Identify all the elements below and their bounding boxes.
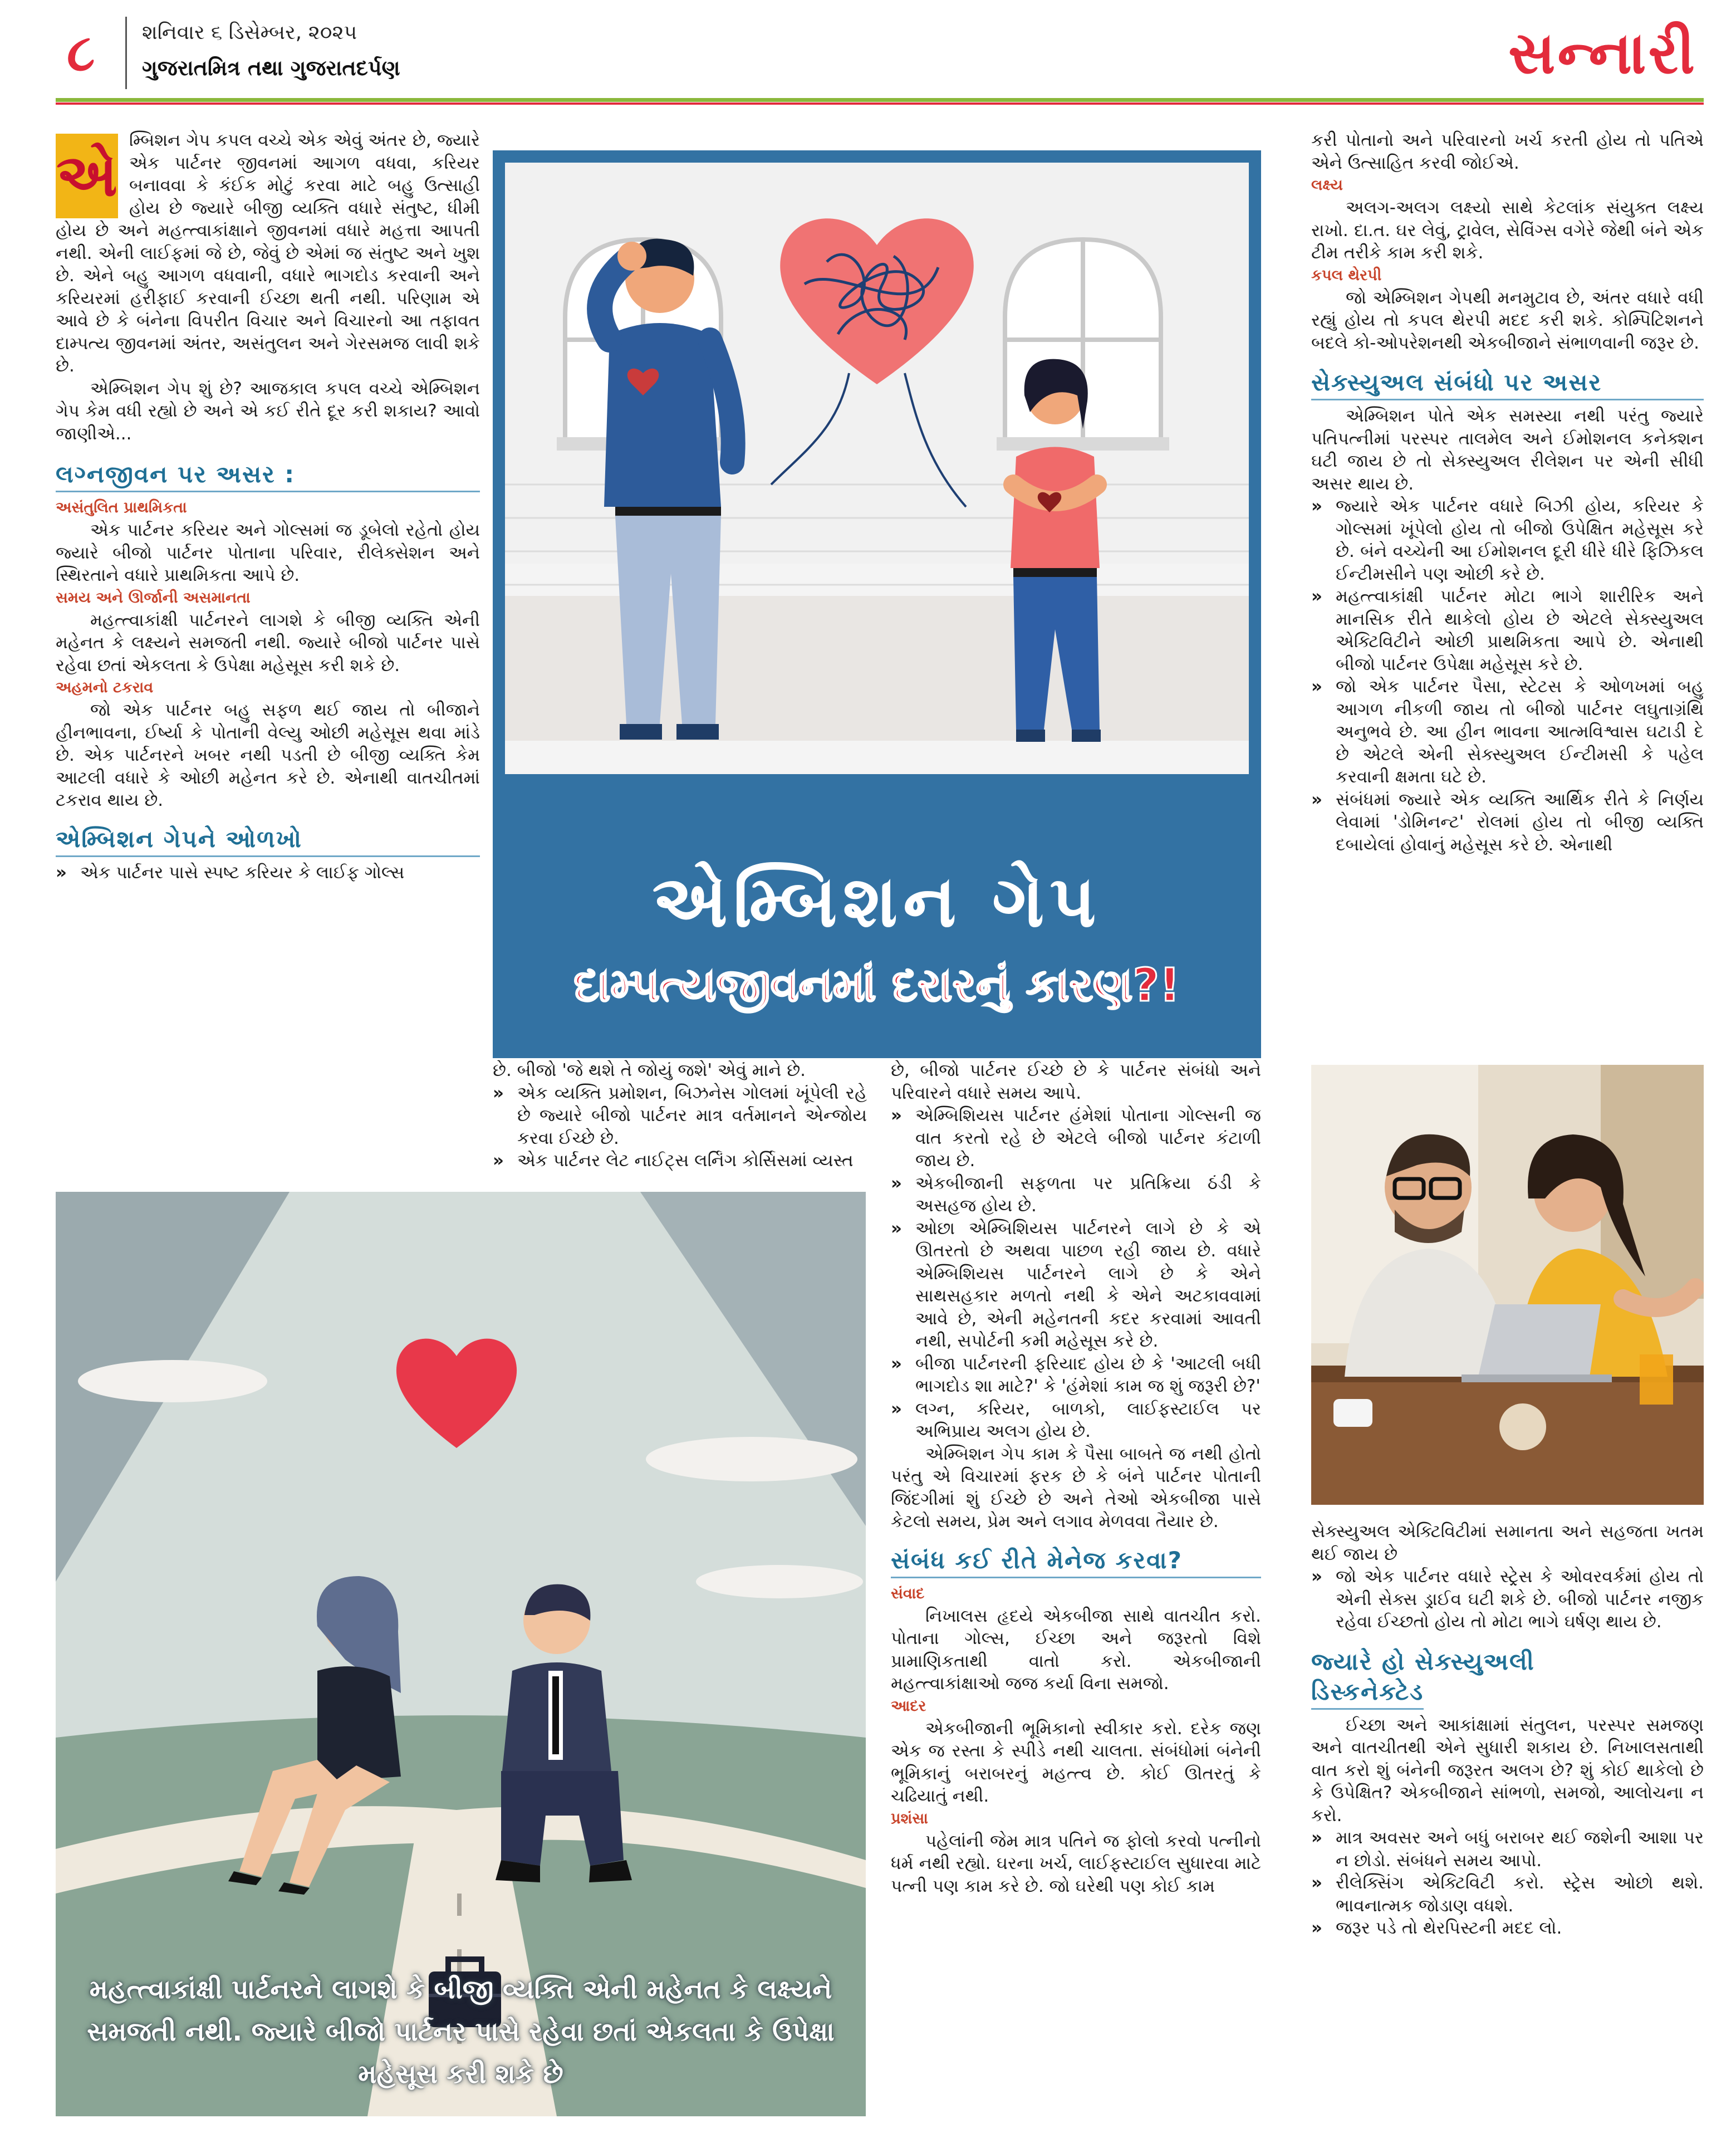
page-header [0, 0, 1736, 106]
column-3 [891, 1059, 1261, 1897]
col3-bullet-3: » ઓછા એમ્બિશિયસ પાર્ટનરને લાગે છે કે એ ઊતરતો છે અથવા પાછળ રહી જાય છે. વધારે એમ્બિશિયસ પાર્ટનરને લાગે છે કે એને સાથસહકાર મળતો નથી કે એને અટકાવવામાં આવે છે, એની મહેનતની કદર કરવામાં આવતી નથી, સપોર્ટની કમી મહેસૂસ કરે છે. [891, 1217, 1261, 1353]
hero-illustration [493, 150, 1261, 774]
column-4-lower [1311, 1520, 1704, 1940]
col3-paragraph: એમ્બિશન ગેપ કામ કે પૈસા બાબતે જ નથી હોતો પરંતુ એ વિચારમાં ફરક છે કે બંને પાર્ટનર પોતાની જિંદગીમાં શું ઈચ્છે છે અને તેઓ એકબીજા પાસે કેટલો સમય, પ્રેમ અને લગાવ મેળવવા તૈયાર છે. [891, 1444, 1261, 1532]
col4-text: કરી પોતાનો અને પરિવારનો ખર્ચ કરતી હોય તો પતિએ એને ઉત્સાહિત કરવી જોઈએ. [1311, 130, 1704, 173]
header-rule-green [56, 98, 1704, 102]
col2-bullet-1: » એક વ્યક્તિ પ્રમોશન, બિઝનેસ ગોલમાં ખૂંપેલી રહે છે જ્યારે બીજો પાર્ટનર માત્ર વર્તમાનને એન્જોય કરવા ઈચ્છે છે. [493, 1082, 867, 1150]
col4-bullet-5: » જો એક પાર્ટનર વધારે સ્ટ્રેસ કે ઓવરવર્કમાં હોય તો એની સેક્સ ડ્રાઈવ ઘટી શકે છે. બીજો પાર્ટનર નજીક રહેવા ઈચ્છતો હોય તો મોટા ભાગે ઘર્ષણ થાય છે. [1311, 1565, 1704, 1633]
crossroads-illustration [56, 1192, 866, 2116]
col4-bullet-4: » સંબંધમાં જ્યારે એક વ્યક્તિ આર્થિક રીતે કે નિર્ણય લેવામાં 'ડોમિનન્ટ' રોલમાં હોય તો બીજી વ્યક્તિ દબાયેલાં હોવાનું મહેસૂસ કરે છે. એનાથી [1311, 789, 1704, 857]
col3-bullet-2: » એકબીજાની સફળતા પર પ્રતિક્રિયા ઠંડી કે અસહજ હોય છે. [891, 1172, 1261, 1217]
col2-text: છે. બીજો 'જે થશે તે જોયું જશે' એવું માને છે. [493, 1060, 806, 1080]
pull-quote: મહત્ત્વાકાંક્ષી પાર્ટનરને લાગશે કે બીજી વ્યક્તિ એની મહેનત કે લક્ષ્યને સમજતી નથી. જ્યારે બીજો પાર્ટનર પાસે રહેવા છતાં એકલતા કે ઉપેક્ષા મહેસૂસ કરી શકે છે [87, 1974, 835, 2090]
hero-subtitle: દામ્પત્યજીવનમાં દરારનું કારણ?! [573, 959, 1180, 1012]
header-divider [125, 17, 127, 89]
subheading-ego: અહમનો ટકરાવ [56, 679, 154, 696]
subheading-couple-therapy: કપલ થેરપી [1311, 266, 1382, 284]
col4-paragraph-1: એમ્બિશન પોતે એક સમસ્યા નથી પરંતુ જ્યારે પતિપત્નીમાં પરસ્પર તાલમેલ અને ઈમોશનલ કનેક્શન ઘટી જાય છે તો સેક્સ્યુઅલ રીલેશન પર એની સીધી અસર થાય છે. [1311, 406, 1704, 494]
col4-bullet-8: » જરૂર પડે તો થેરપિસ્ટની મદદ લો. [1311, 1917, 1704, 1940]
heading-marriage-impact: લગ્નજીવન પર અસર : [56, 459, 480, 492]
text-goal: અલગ-અલગ લક્ષ્યો સાથે કેટલાંક સંયુક્ત લક્ષ્ય રાખો. દા.ત. ઘર લેવું, ટ્રાવેલ, સેવિંગ્સ વગેરે જેથી બંને એક ટીમ તરીકે કામ કરી શકે. [1311, 198, 1704, 263]
photo-caption: સેક્સ્યુઅલ એક્ટિવિટીમાં સમાનતા અને સહજતા ખતમ થઈ જાય છે [1311, 1522, 1704, 1564]
intro-paragraph-1: મ્બિશન ગેપ કપલ વચ્ચે એક એવું અંતર છે, જ્યારે એક પાર્ટનર જીવનમાં આગળ વધવા, કરિયર બનાવવા કે કંઈક મોટું કરવા માટે બહુ ઉત્સાહી હોય છે જ્યારે બીજી વ્યક્તિ વધારે સંતુષ્ટ, ધીમી હોય છે અને મહત્ત્વાકાંક્ષાને જીવનમાં વધારે મહત્તા આપતી નથી. એની લાઈફમાં જે છે, જેવું છે એમાં જ સંતુષ્ટ અને ખુશ છે. એને બહુ આગળ વધવાની, વધારે ભાગદોડ કરવાની અને કરિયરમાં હરીફાઈ કરવાની ઈચ્છા થતી નથી. પરિણામ એ આવે છે કે બંનેના વિપરીત વિચાર અને વિચારનો આ તફાવત દામ્પત્ય જીવનમાં અંતર, અસંતુલન અને ગેરસમજ લાવી શકે છે. [56, 130, 480, 376]
heading-identify-gap: એમ્બિશન ગેપને ઓળખો [56, 824, 480, 857]
subheading-priority: અસંતુલિત પ્રાથમિકતા [56, 499, 187, 516]
hero-title-band [493, 774, 1261, 1058]
hero-main-title: એમ્બિશન ગેપ [652, 860, 1102, 943]
subheading-time-energy: સમય અને ઊર્જાની અસમાનતા [56, 589, 251, 606]
column-2 [493, 1059, 867, 1172]
heading-disconnected-line-2: ડિસ્કનેક્ટેડ [1311, 1677, 1424, 1710]
hero-scene [493, 150, 1261, 774]
header-rule-red [56, 102, 1704, 105]
col4-bullet-2: » મહત્ત્વાકાંક્ષી પાર્ટનર મોટા ભાગે શારીરિક અને માનસિક રીતે થાકેલો હોય છે એટલે સેક્સ્યુઅલ એક્ટિવિટીને ઓછી પ્રાથમિકતા આપે છે. એનાથી બીજો પાર્ટનર ઉપેક્ષા મહેસૂસ કરે છે. [1311, 585, 1704, 676]
couple-argument-photo [1311, 1065, 1704, 1505]
column-1 [56, 129, 480, 884]
section-title: સન્નારી [1508, 19, 1697, 87]
text-praise: પહેલાંની જેમ માત્ર પતિને જ ફોલો કરવો પત્નીનો ધર્મ નથી રહ્યો. ઘરના ખર્ચ, લાઈફસ્ટાઈલ સુધારવા માટે પત્ની પણ કામ કરે છે. જો ઘરેથી પણ કોઈ કામ [891, 1831, 1261, 1896]
paper-name: ગુજરાતમિત્ર તથા ગુજરાતદર્પણ [142, 56, 400, 80]
text-priority: એક પાર્ટનર કરિયર અને ગોલ્સમાં જ ડૂબેલો રહેતો હોય જ્યારે બીજો પાર્ટનર પોતાના પરિવાર, રીલેક્સેશન અને સ્થિરતાને વધારે પ્રાથમિકતા આપે છે. [56, 520, 480, 585]
subheading-dialogue: સંવાદ [891, 1584, 925, 1602]
col3-bullet-5: » લગ્ન, કરિયર, બાળકો, લાઈફસ્ટાઈલ પર અભિપ્રાય અલગ હોય છે. [891, 1398, 1261, 1443]
col2-bullet-2: » એક પાર્ટનર લેટ નાઈટ્સ લર્નિંગ કોર્સિસમાં વ્યસ્ત [493, 1149, 867, 1172]
col4-bullet-1: » જ્યારે એક પાર્ટનર વધારે બિઝી હોય, કરિયર કે ગોલ્સમાં ખૂંપેલો હોય તો બીજો ઉપેક્ષિત મહેસૂસ કરે છે. બંને વચ્ચેની આ ઈમોશનલ દૂરી ધીરે ધીરે ફિઝિકલ ઈન્ટીમસીને પણ ઓછી કરે છે. [1311, 495, 1704, 585]
heading-sexual-impact: સેક્સ્યુઅલ સંબંધો પર અસર [1311, 368, 1704, 400]
col4-bullet-6: » માત્ર અવસર અને બધું બરાબર થઈ જશેની આશા પર ન છોડો. સંબંધને સમય આપો. [1311, 1827, 1704, 1872]
col4-bullet-3: » જો એક પાર્ટનર પૈસા, સ્ટેટસ કે ઓળખમાં બહુ આગળ નીકળી જાય તો બીજો પાર્ટનર લઘુતાગ્રંથિ અનુભવે છે. આ હીન ભાવના આત્મવિશ્વાસ ઘટાડી દે છે એટલે એની સેક્સ્યુઅલ ઈન્ટીમસી કે પહેલ કરવાની ક્ષમતા ઘટે છે. [1311, 676, 1704, 789]
col3-text: છે, બીજો પાર્ટનર ઈચ્છે છે કે પાર્ટનર સંબંધો અને પરિવારને વધારે સમય આપે. [891, 1060, 1261, 1103]
heading-disconnected-line-1: જ્યારે હો સેક્સ્યુઅલી [1311, 1647, 1535, 1675]
col4-paragraph-2: ઈચ્છા અને આકાંક્ષામાં સંતુલન, પરસ્પર સમજણ અને વાતચીતથી એને સુધારી શકાય છે. નિખાલસતાથી વાત કરો શું બંનેની જરૂરત અલગ છે? શું કોઈ થાકેલો છે કે ઉપેક્ષિત? એકબીજાને સાંભળો, સમજો, આલોચના ન કરો. [1311, 1715, 1704, 1826]
page-number: ૮ [67, 23, 95, 82]
subheading-goal: લક્ષ્ય [1311, 177, 1343, 194]
intro-paragraph-2: એમ્બિશન ગેપ શું છે? આજકાલ કપલ વચ્ચે એમ્બિશન ગેપ કેમ વધી રહ્યો છે અને એ કઈ રીતે દૂર કરી શકાય? આવો જાણીએ... [56, 378, 480, 444]
date-line: શનિવાર ૬ ડિસેમ્બર, ૨૦૨૫ [142, 21, 357, 44]
text-dialogue: નિખાલસ હૃદયે એકબીજા સાથે વાતચીત કરો. પોતાના ગોલ્સ, ઈચ્છા અને જરૂરતો વિશે પ્રામાણિકતાથી વાતો કરો. એકબીજાની મહત્ત્વાકાંક્ષાઓ જજ કર્યા વિના સમજો. [891, 1606, 1261, 1694]
bullet-identify-1: » એક પાર્ટનર પાસે સ્પષ્ટ કરિયર કે લાઈફ ગોલ્સ [56, 862, 480, 884]
text-time-energy: મહત્ત્વાકાંક્ષી પાર્ટનરને લાગશે કે બીજી વ્યક્તિ એની મહેનત કે લક્ષ્યને સમજતી નથી. જ્યારે બીજો પાર્ટનર પાસે રહેવા છતાં એકલતા કે ઉપેક્ષા મહેસૂસ કરી શકે છે. [56, 610, 480, 676]
heading-disconnected [1311, 1647, 1704, 1710]
drop-cap: એ [56, 134, 118, 218]
subheading-praise: પ્રશંસા [891, 1809, 928, 1827]
col4-bullet-7: » રીલેક્સિંગ એક્ટિવિટી કરો. સ્ટ્રેસ ઓછો થશે. ભાવનાત્મક જોડાણ વધશે. [1311, 1872, 1704, 1917]
text-respect: એકબીજાની ભૂમિકાનો સ્વીકાર કરો. દરેક જણ એક જ રસ્તા કે સ્પીડે નથી ચાલતા. સંબંધોમાં બંનેની ભૂમિકાનું બરાબરનું મહત્ત્વ છે. કોઈ ઊતરતું કે ચઢિયાતું નથી. [891, 1718, 1261, 1806]
photo-scene [1311, 1065, 1704, 1505]
col3-bullet-4: » બીજા પાર્ટનરની ફરિયાદ હોય છે કે 'આટલી બધી ભાગદોડ શા માટે?' કે 'હંમેશાં કામ જ શું જરૂરી છે?' [891, 1353, 1261, 1398]
heading-manage-relations: સંબંધ કઈ રીતે મેનેજ કરવા? [891, 1545, 1261, 1578]
col3-bullet-1: » એમ્બિશિયસ પાર્ટનર હંમેશાં પોતાના ગોલ્સની જ વાત કરતો રહે છે એટલે બીજો પાર્ટનર કંટાળી જાય છે. [891, 1104, 1261, 1172]
subheading-respect: આદર [891, 1697, 926, 1715]
text-ego: જો એક પાર્ટનર બહુ સફળ થઈ જાય તો બીજાને હીનભાવના, ઈર્ષ્યા કે પોતાની વેલ્યુ ઓછી મહેસૂસ થવા માંડે છે. એક પાર્ટનરને ખબર નથી પડતી છે બીજી વ્યક્તિ કેમ આટલી વધારે કે ઓછી મહેનત કરે છે. એનાથી વાતચીતમાં ટકરાવ થાય છે. [56, 700, 480, 810]
text-couple-therapy: જો એમ્બિશન ગેપથી મનમુટાવ છે, અંતર વધારે વધી રહ્યું હોય તો કપલ થેરપી મદદ કરી શકે. કોમ્પિટિશનને બદલે કો-ઓપરેશનથી એકબીજાને સંભાળવાની જરૂર છે. [1311, 287, 1704, 353]
column-4 [1311, 129, 1704, 856]
